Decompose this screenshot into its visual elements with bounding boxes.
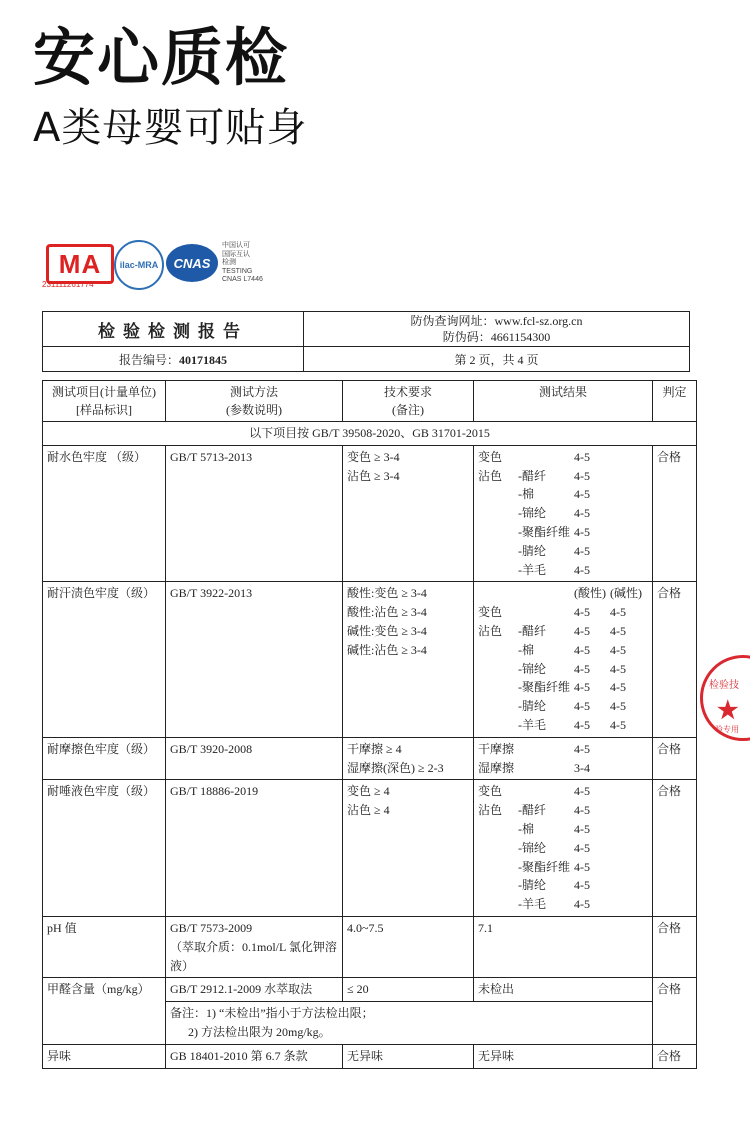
result-cell: 4-5 <box>574 741 590 756</box>
result-cell: 4-5 <box>574 642 590 657</box>
cma-logo: MA <box>46 244 114 284</box>
result-cell: -羊毛 <box>518 717 546 732</box>
result-grid <box>478 740 648 778</box>
judgement: 合格 <box>653 1044 697 1068</box>
judgement: 合格 <box>653 582 697 737</box>
cnas-caption-line: 中国认可 <box>222 242 250 249</box>
result-cell: 4-5 <box>610 680 626 695</box>
result-cell: 变色 <box>478 605 503 620</box>
cell-line: 干摩擦 ≥ 4 <box>347 741 402 756</box>
cell-line: 变色 ≥ 3-4 <box>347 449 400 464</box>
certification-logos <box>42 238 302 294</box>
result-cell: 4-5 <box>610 605 626 620</box>
result-cell <box>610 759 646 778</box>
test-item: pH 值 <box>43 916 166 977</box>
cell-line: （萃取介质：0.1mol/L 氯化钾溶 <box>170 939 337 954</box>
result-cell <box>518 603 574 622</box>
header-text: [样品标识] <box>76 403 132 417</box>
result-cell: 4-5 <box>574 803 590 818</box>
cell-line: 沾色 ≥ 3-4 <box>347 468 400 483</box>
judgement: 合格 <box>653 780 697 917</box>
table-row <box>43 445 697 582</box>
result-cell: 4-5 <box>574 524 590 539</box>
header-text: (参数说明) <box>226 403 282 417</box>
result-cell <box>610 467 646 486</box>
requirement: 4.0~7.5 <box>343 916 474 977</box>
test-item: 甲醛含量（mg/kg） <box>43 978 166 1044</box>
header-result: 测试结果 <box>474 381 653 422</box>
result-cell: -醋纤 <box>518 468 546 483</box>
header-judgement: 判定 <box>653 381 697 422</box>
result-cell <box>478 839 518 858</box>
result-cell <box>610 740 646 759</box>
table-row <box>43 916 697 977</box>
result-cell <box>610 485 646 504</box>
result-cell: 变色 <box>478 449 503 464</box>
result-cell: -羊毛 <box>518 562 546 577</box>
result-cell: 4-5 <box>610 717 626 732</box>
result-cell <box>518 759 574 778</box>
table-row <box>43 737 697 780</box>
result-grid <box>478 584 648 734</box>
result-cell <box>478 504 518 523</box>
result-cell <box>478 485 518 504</box>
result-cell: -聚酯纤维 <box>518 680 570 695</box>
test-method: GB/T 3920-2008 <box>166 737 343 780</box>
results <box>474 582 653 737</box>
result-cell: 4-5 <box>574 506 590 521</box>
stamp-text-top: 检验技 <box>709 680 739 691</box>
result-cell <box>610 801 646 820</box>
result-cell: 4-5 <box>574 468 590 483</box>
test-method <box>166 916 343 977</box>
report-number-label: 报告编号： <box>118 352 179 367</box>
test-item: 耐唾液色牢度（级） <box>43 780 166 917</box>
result-cell: -锦纶 <box>518 506 546 521</box>
cnas-caption <box>222 242 263 285</box>
result-cell <box>478 820 518 839</box>
stamp-text-bottom: 检验专用 <box>707 725 739 734</box>
result-cell: 4-5 <box>574 623 590 638</box>
result-cell: 3-4 <box>574 760 590 775</box>
result-cell <box>610 876 646 895</box>
result: 无异味 <box>474 1044 653 1068</box>
result-cell <box>478 561 518 580</box>
table-row <box>43 780 697 917</box>
result-cell: -腈纶 <box>518 878 546 893</box>
judgement: 合格 <box>653 916 697 977</box>
result-cell: 4-5 <box>574 878 590 893</box>
result-cell: 4-5 <box>574 449 590 464</box>
cell-line: 湿摩擦(深色) ≥ 2-3 <box>347 760 444 775</box>
result-cell: -棉 <box>518 642 534 657</box>
result-cell: -棉 <box>518 821 534 836</box>
page-info: 第 2 页，共 4 页 <box>304 347 690 372</box>
cnas-caption-line: CNAS L7446 <box>222 276 263 283</box>
result-cell: -锦纶 <box>518 840 546 855</box>
result-cell: 4-5 <box>574 859 590 874</box>
requirement: ≤ 20 <box>343 978 474 1002</box>
result: 未检出 <box>474 978 653 1002</box>
result-cell: 沾色 <box>478 623 503 638</box>
verify-url: 防伪查询网址：www.fcl-sz.org.cn <box>410 314 583 328</box>
result-cell: 4-5 <box>574 680 590 695</box>
cell-line: GB/T 7573-2009 <box>170 920 253 935</box>
result-cell <box>610 820 646 839</box>
header-text: 测试方法 <box>229 385 278 399</box>
result-cell: -锦纶 <box>518 661 546 676</box>
result-cell: -腈纶 <box>518 543 546 558</box>
result-cell: 变色 <box>478 784 503 799</box>
test-item: 耐摩擦色牢度（级） <box>43 737 166 780</box>
result-grid <box>478 782 648 914</box>
cma-number: 231111261774 <box>42 280 94 289</box>
ilac-mra-logo: ilac-MRA <box>114 240 164 290</box>
requirements <box>343 737 474 780</box>
standard-line: 以下项目按 GB/T 39508-2020、GB 31701-2015 <box>43 422 697 446</box>
header-method <box>166 381 343 422</box>
result-cell <box>610 542 646 561</box>
result-cell <box>610 561 646 580</box>
result-cell <box>478 523 518 542</box>
table-row <box>43 978 697 1002</box>
result-cell: (碱性) <box>610 586 642 601</box>
result-cell <box>518 448 574 467</box>
result-cell: -醋纤 <box>518 623 546 638</box>
result-cell: 4-5 <box>574 699 590 714</box>
result-cell: -羊毛 <box>518 897 546 912</box>
page-title: 安心质检 <box>33 21 290 94</box>
results <box>474 445 653 582</box>
header-text: (备注) <box>392 403 424 417</box>
header-item <box>43 381 166 422</box>
verify-info <box>304 312 690 347</box>
requirement: 无异味 <box>343 1044 474 1068</box>
result-cell: 4-5 <box>574 784 590 799</box>
result-cell <box>610 895 646 914</box>
cell-line: 酸性:变色 ≥ 3-4 <box>347 586 427 601</box>
cell-line: 碱性:沾色 ≥ 3-4 <box>347 642 427 657</box>
result-cell: 沾色 <box>478 468 503 483</box>
result-cell: 4-5 <box>574 605 590 620</box>
table-header-row <box>43 381 697 422</box>
test-method: GB/T 5713-2013 <box>166 445 343 582</box>
note-line: 备注：1) “未检出”指小于方法检出限； <box>170 1006 374 1021</box>
result-cell: 4-5 <box>574 717 590 732</box>
result-cell <box>478 542 518 561</box>
header-text: 测试项目(计量单位) <box>52 385 156 399</box>
result: 7.1 <box>474 916 653 977</box>
test-method: GB 18401-2010 第 6.7 条款 <box>166 1044 343 1068</box>
result-cell <box>610 839 646 858</box>
result-cell <box>478 660 518 679</box>
result-grid <box>478 448 648 580</box>
result-cell <box>478 697 518 716</box>
page-subtitle: A类母婴可贴身 <box>33 105 308 151</box>
result-cell <box>610 523 646 542</box>
result-cell: 4-5 <box>610 699 626 714</box>
cnas-caption-line: 检测 <box>222 259 236 266</box>
cnas-logo: CNAS <box>166 244 218 282</box>
test-item: 异味 <box>43 1044 166 1068</box>
cell-line: 变色 ≥ 4 <box>347 784 390 799</box>
requirements <box>343 780 474 917</box>
report-title: 检验检测报告 <box>43 312 304 347</box>
result-cell: 4-5 <box>574 897 590 912</box>
result-cell <box>610 448 646 467</box>
result-cell: 4-5 <box>610 623 626 638</box>
standard-row <box>43 422 697 446</box>
test-item: 耐汗渍色牢度（级） <box>43 582 166 737</box>
result-cell: 沾色 <box>478 803 503 818</box>
requirements <box>343 582 474 737</box>
result-cell: -聚酯纤维 <box>518 859 570 874</box>
star-icon: ★ <box>717 698 739 724</box>
result-cell: -聚酯纤维 <box>518 524 570 539</box>
result-cell: (酸性) <box>574 586 606 601</box>
test-method: GB/T 3922-2013 <box>166 582 343 737</box>
test-results-table <box>42 380 697 1069</box>
result-cell: 4-5 <box>610 642 626 657</box>
results <box>474 737 653 780</box>
header-text: 技术要求 <box>383 385 432 399</box>
result-cell <box>478 641 518 660</box>
report-header-table <box>42 311 690 372</box>
cell-line: 沾色 ≥ 4 <box>347 803 390 818</box>
test-method: GB/T 18886-2019 <box>166 780 343 917</box>
result-cell <box>518 740 574 759</box>
result-cell <box>518 584 574 603</box>
result-cell <box>610 858 646 877</box>
result-cell <box>478 895 518 914</box>
result-cell <box>478 584 518 603</box>
cell-line: 酸性:沾色 ≥ 3-4 <box>347 605 427 620</box>
judgement: 合格 <box>653 445 697 582</box>
judgement: 合格 <box>653 737 697 780</box>
test-item: 耐水色牢度 （级） <box>43 445 166 582</box>
cell-line: 碱性:变色 ≥ 3-4 <box>347 623 427 638</box>
result-cell: 4-5 <box>574 487 590 502</box>
result-cell: -醋纤 <box>518 803 546 818</box>
header-requirement <box>343 381 474 422</box>
results <box>474 780 653 917</box>
result-cell <box>518 782 574 801</box>
report-number-value: 40171845 <box>179 352 227 367</box>
report-number <box>43 347 304 372</box>
note-line: 2) 方法检出限为 20mg/kg。 <box>170 1024 331 1039</box>
table-row <box>43 582 697 737</box>
result-cell: 4-5 <box>574 543 590 558</box>
result-cell <box>478 716 518 735</box>
result-cell: -棉 <box>518 487 534 502</box>
result-cell: 4-5 <box>574 661 590 676</box>
result-cell: 4-5 <box>610 661 626 676</box>
result-cell: 4-5 <box>574 821 590 836</box>
cnas-caption-line: 国际互认 <box>222 250 250 258</box>
result-cell: 4-5 <box>574 562 590 577</box>
cnas-caption-line: TESTING <box>222 267 253 275</box>
table-row <box>43 1044 697 1068</box>
verify-code: 防伪码：4661154300 <box>442 330 551 344</box>
result-cell <box>478 858 518 877</box>
test-method: GB/T 2912.1-2009 水萃取法 <box>166 978 343 1002</box>
result-cell <box>478 876 518 895</box>
result-cell: 干摩擦 <box>478 741 515 756</box>
cell-line: 液） <box>170 958 195 973</box>
result-cell: -腈纶 <box>518 699 546 714</box>
notes <box>166 1002 653 1045</box>
result-cell: 4-5 <box>574 840 590 855</box>
judgement: 合格 <box>653 978 697 1044</box>
result-cell <box>610 782 646 801</box>
result-cell: 湿摩擦 <box>478 760 515 775</box>
red-seal-stamp <box>700 655 750 741</box>
result-cell <box>610 504 646 523</box>
result-cell <box>478 678 518 697</box>
requirements <box>343 445 474 582</box>
